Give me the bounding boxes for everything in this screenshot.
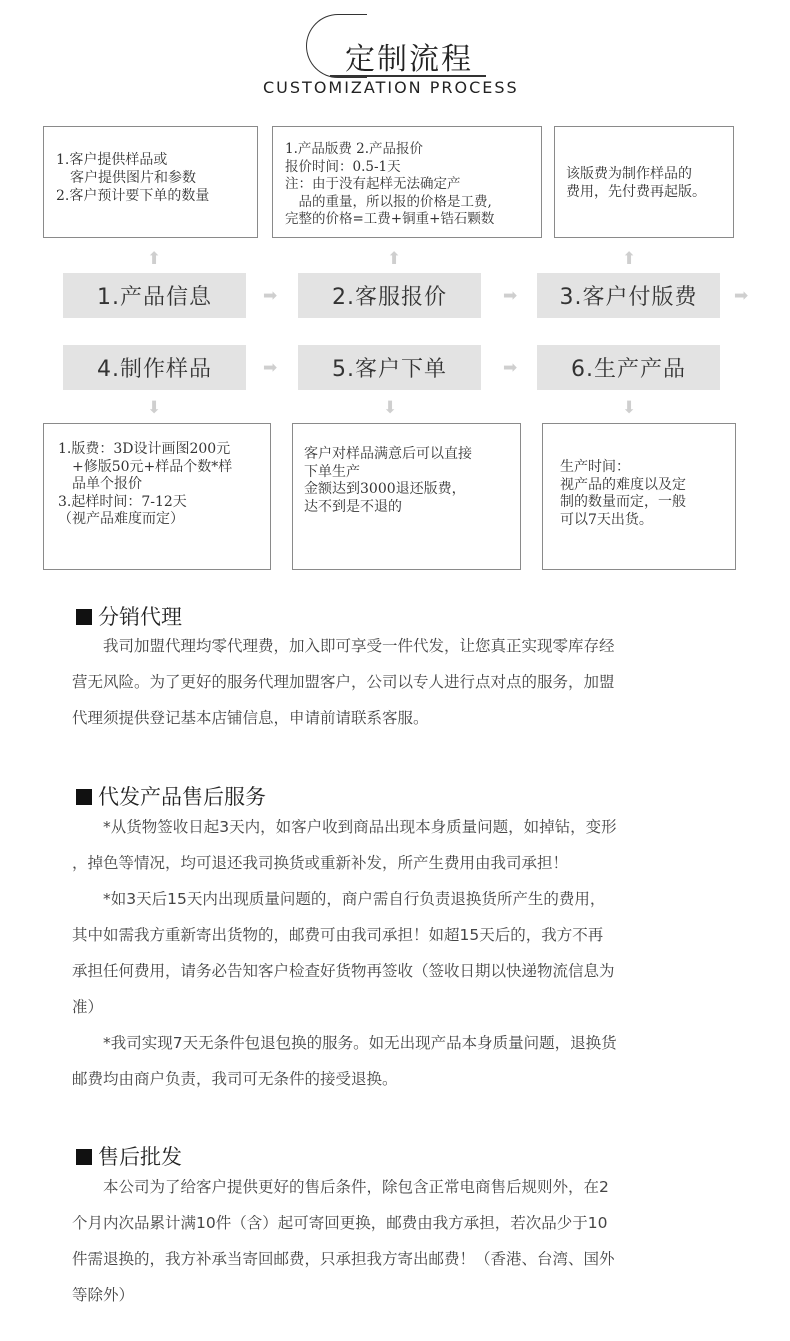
- info-box-6: [542, 423, 736, 570]
- paragraph-line: 营无风险。为了更好的服务代理加盟客户，公司以专人进行点对点的服务，加盟: [72, 673, 615, 691]
- square-bullet-icon: [76, 789, 92, 805]
- paragraph-line: *我司实现7天无条件包退包换的服务。如无出现产品本身质量问题，退换货: [72, 1034, 617, 1052]
- section-body-distribution: [72, 628, 712, 736]
- page-subtitle: CUSTOMIZATION PROCESS: [263, 78, 519, 97]
- paragraph-line: 邮费均由商户负责，我司可无条件的接受退换。: [72, 1070, 398, 1088]
- info-box-line: 2.客户预计要下单的数量: [56, 188, 210, 204]
- section-body-wholesale-aftersales: [72, 1169, 712, 1313]
- info-box-line: 下单生产: [304, 463, 360, 480]
- section-title-text: 售后批发: [98, 1145, 182, 1169]
- info-box-line: 报价时间：0.5-1天: [285, 158, 401, 175]
- info-box-line: 1.客户提供样品或: [56, 152, 168, 168]
- info-box-line: 品的重量，所以报的价格是工费,: [285, 193, 492, 210]
- info-box-line: 1.版费：3D设计画图200元: [58, 441, 231, 457]
- arrow-down-icon: ⬇: [147, 398, 162, 418]
- info-box-line: 金额达到3000退还版费，: [304, 481, 466, 497]
- paragraph-line: ，掉色等情况，均可退还我司换货或重新补发，所产生费用由我司承担！: [72, 854, 569, 872]
- arrow-up-icon: ⬆: [387, 249, 402, 269]
- paragraph-line: 准）: [72, 998, 104, 1016]
- info-box-2: [272, 126, 542, 238]
- arrow-down-icon: ⬇: [383, 398, 398, 418]
- step-place-order: 5.客户下单: [298, 345, 481, 390]
- paragraph-line: 其中如需我方重新寄出货物的，邮费可由我司承担！如超15天后的，我方不再: [72, 926, 604, 944]
- paragraph-line: *从货物签收日起3天内，如客户收到商品出现本身质量问题，如掉钻，变形: [72, 818, 617, 836]
- paragraph-line: 等除外）: [72, 1286, 135, 1304]
- info-box-line: 视产品的难度以及定: [560, 476, 686, 493]
- arrow-right-icon: ➡: [263, 358, 278, 378]
- paragraph-line: 件需退换的，我方补承当寄回邮费，只承担我方寄出邮费！（香港、台湾、国外: [72, 1250, 615, 1268]
- step-service-quote: 2.客服报价: [298, 273, 481, 318]
- step-make-sample: 4.制作样品: [63, 345, 246, 390]
- page-title: 定制流程: [345, 42, 473, 77]
- info-box-line: 完整的价格=工费+铜重+锆石颗数: [285, 211, 495, 227]
- info-box-line: 可以7天出货。: [560, 511, 653, 528]
- section-title-distribution: [76, 601, 182, 631]
- info-box-line: （视产品难度而定）: [58, 511, 184, 527]
- section-body-dropship-aftersales: [72, 809, 712, 1097]
- section-title-dropship-aftersales: [76, 781, 266, 811]
- section-title-text: 分销代理: [98, 605, 182, 629]
- section-title-text: 代发产品售后服务: [98, 785, 266, 809]
- paragraph-line: *如3天后15天内出现质量问题的，商户需自行负责退换货所产生的费用，: [72, 890, 606, 908]
- info-box-line: 1.产品版费 2.产品报价: [285, 141, 424, 157]
- paragraph-line: 我司加盟代理均零代理费，加入即可享受一件代发，让您真正实现零库存经: [72, 637, 615, 655]
- arrow-right-icon: ➡: [503, 286, 518, 306]
- info-box-line: 客户提供图片和参数: [56, 170, 196, 186]
- section-title-wholesale-aftersales: [76, 1141, 182, 1171]
- square-bullet-icon: [76, 1149, 92, 1165]
- arrow-right-icon: ➡: [263, 286, 278, 306]
- step-product-info: 1.产品信息: [63, 273, 246, 318]
- arrow-right-icon: ➡: [734, 286, 749, 306]
- paragraph-line: 本公司为了给客户提供更好的售后条件，除包含正常电商售后规则外，在2: [72, 1178, 609, 1196]
- info-box-line: 该版费为制作样品的: [566, 166, 692, 182]
- info-box-line: +修版50元+样品个数*样: [58, 458, 233, 475]
- arrow-down-icon: ⬇: [622, 398, 637, 418]
- info-box-line: 客户对样品满意后可以直接: [304, 446, 472, 462]
- square-bullet-icon: [76, 609, 92, 625]
- info-box-line: 费用，先付费再起版。: [566, 184, 706, 200]
- arrow-right-icon: ➡: [503, 358, 518, 378]
- info-box-line: 制的数量而定，一般: [560, 494, 686, 510]
- info-box-line: 生产时间：: [560, 459, 630, 475]
- info-box-3: [554, 126, 734, 238]
- arrow-up-icon: ⬆: [147, 249, 162, 269]
- info-box-line: 品单个报价: [58, 476, 142, 492]
- paragraph-line: 个月内次品累计满10件（含）起可寄回更换，邮费由我方承担，若次品少于10: [72, 1214, 608, 1232]
- info-box-4: [43, 423, 271, 570]
- info-box-1: [43, 126, 258, 238]
- paragraph-line: 承担任何费用，请务必告知客户检查好货物再签收（签收日期以快递物流信息为: [72, 962, 615, 980]
- info-box-line: 达不到是不退的: [304, 498, 402, 515]
- info-box-5: [292, 423, 521, 570]
- info-box-line: 注：由于没有起样无法确定产: [285, 176, 461, 192]
- info-box-line: 3.起样时间：7-12天: [58, 493, 187, 510]
- step-pay-sample-fee: 3.客户付版费: [537, 273, 720, 318]
- step-production: 6.生产产品: [537, 345, 720, 390]
- paragraph-line: 代理须提供登记基本店铺信息，申请前请联系客服。: [72, 709, 429, 727]
- arrow-up-icon: ⬆: [622, 249, 637, 269]
